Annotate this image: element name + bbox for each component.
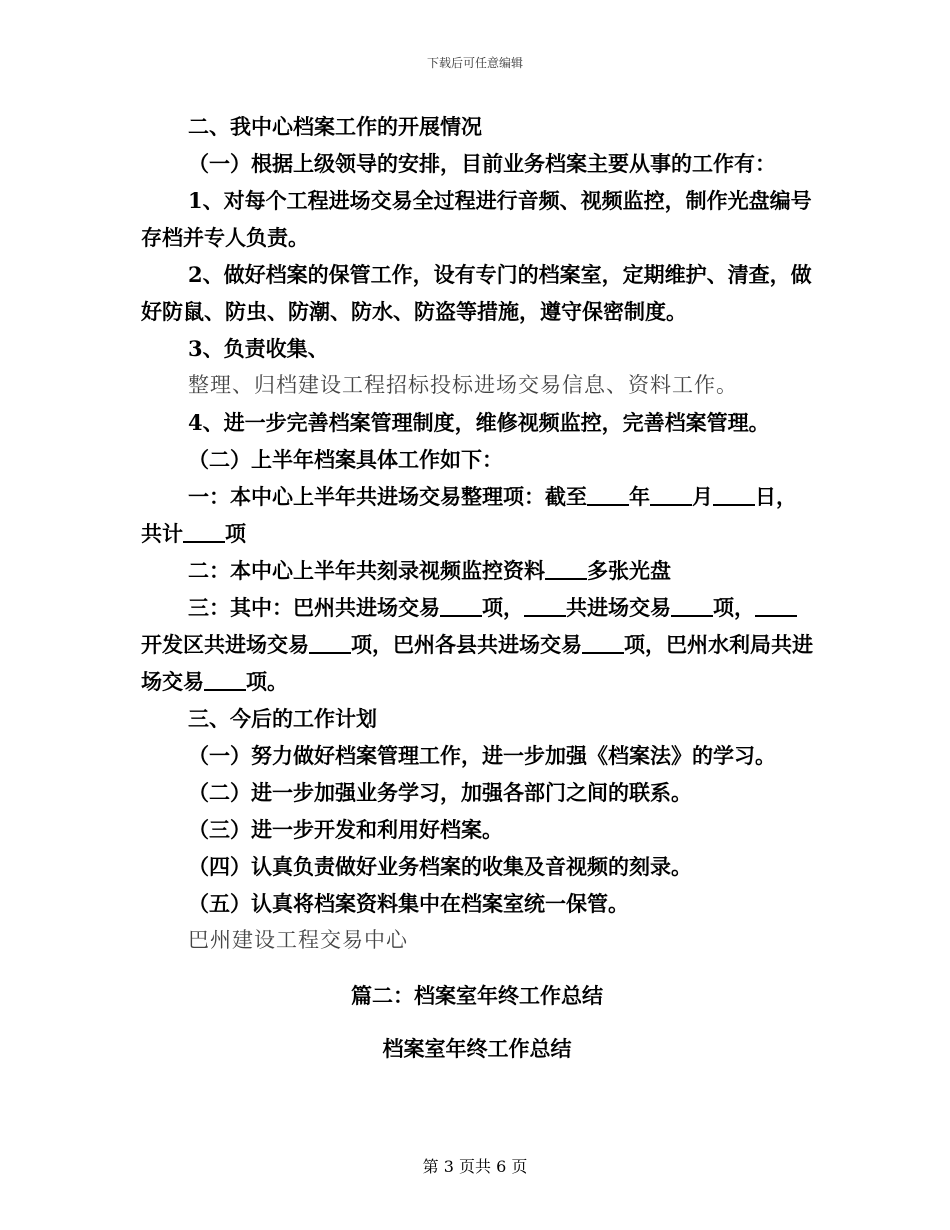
section-title: 三、今后的工作计划 [188, 706, 377, 731]
blank-line [545, 558, 587, 580]
blank-line [440, 595, 482, 617]
plan-item: （五）认真将档案资料集中在档案室统一保管。 [188, 891, 629, 916]
blank-line [204, 669, 246, 691]
paragraph: 一：本中心上半年共进场交易整理项：截至 年 月 日，共计 项 [141, 484, 797, 546]
plan-item: （一）努力做好档案管理工作，进一步加强《档案法》的学习。 [188, 743, 776, 768]
part-subheading: 档案室年终工作总结 [382, 1036, 572, 1061]
subsection-title: （二）上半年档案具体工作如下： [188, 447, 503, 472]
page-header: 下载后可任意编辑 [426, 56, 523, 70]
blank-line [587, 484, 629, 506]
blank-line [309, 632, 351, 654]
paragraph: 三：其中：巴州共进场交易 项， 共进场交易 项，开发区共进场交易 项，巴州各县共进场交易 项，巴州水利局共进场交易 项。 [141, 595, 813, 694]
blank-line [755, 595, 797, 617]
blank-line [650, 484, 692, 506]
paragraph: 3、负责收集、 [188, 336, 329, 361]
page-footer: 第 3 页共 6 页 [422, 1157, 528, 1176]
subsection-title: （一）根据上级领导的安排，目前业务档案主要从事的工作有： [188, 151, 776, 176]
plan-item: （二）进一步加强业务学习，加强各部门之间的联系。 [188, 780, 692, 805]
paragraph: 2、做好档案的保管工作，设有专门的档案室，定期维护、清查，做好防鼠、防虫、防潮、防水、防盗等措施，遵守保密制度。 [141, 262, 812, 324]
blank-line [524, 595, 566, 617]
paragraph: 1、对每个工程进场交易全过程进行音频、视频监控，制作光盘编号存档并专人负责。 [141, 188, 812, 250]
signature: 巴州建设工程交易中心 [188, 928, 408, 952]
paragraph: 整理、归档建设工程招标投标进场交易信息、资料工作。 [188, 373, 738, 397]
section-title: 二、我中心档案工作的开展情况 [188, 114, 482, 139]
paragraph: 二：本中心上半年共刻录视频监控资料 多张光盘 [188, 558, 671, 583]
blank-line [582, 632, 624, 654]
blank-line [671, 595, 713, 617]
plan-item: （三）进一步开发和利用好档案。 [188, 817, 503, 842]
part-heading: 篇二：档案室年终工作总结 [351, 983, 603, 1008]
document-body [141, 108, 813, 1067]
blank-line [183, 521, 225, 543]
blank-line [713, 484, 755, 506]
plan-item: （四）认真负责做好业务档案的收集及音视频的刻录。 [188, 854, 692, 879]
paragraph: 4、进一步完善档案管理制度，维修视频监控，完善档案管理。 [188, 410, 770, 435]
